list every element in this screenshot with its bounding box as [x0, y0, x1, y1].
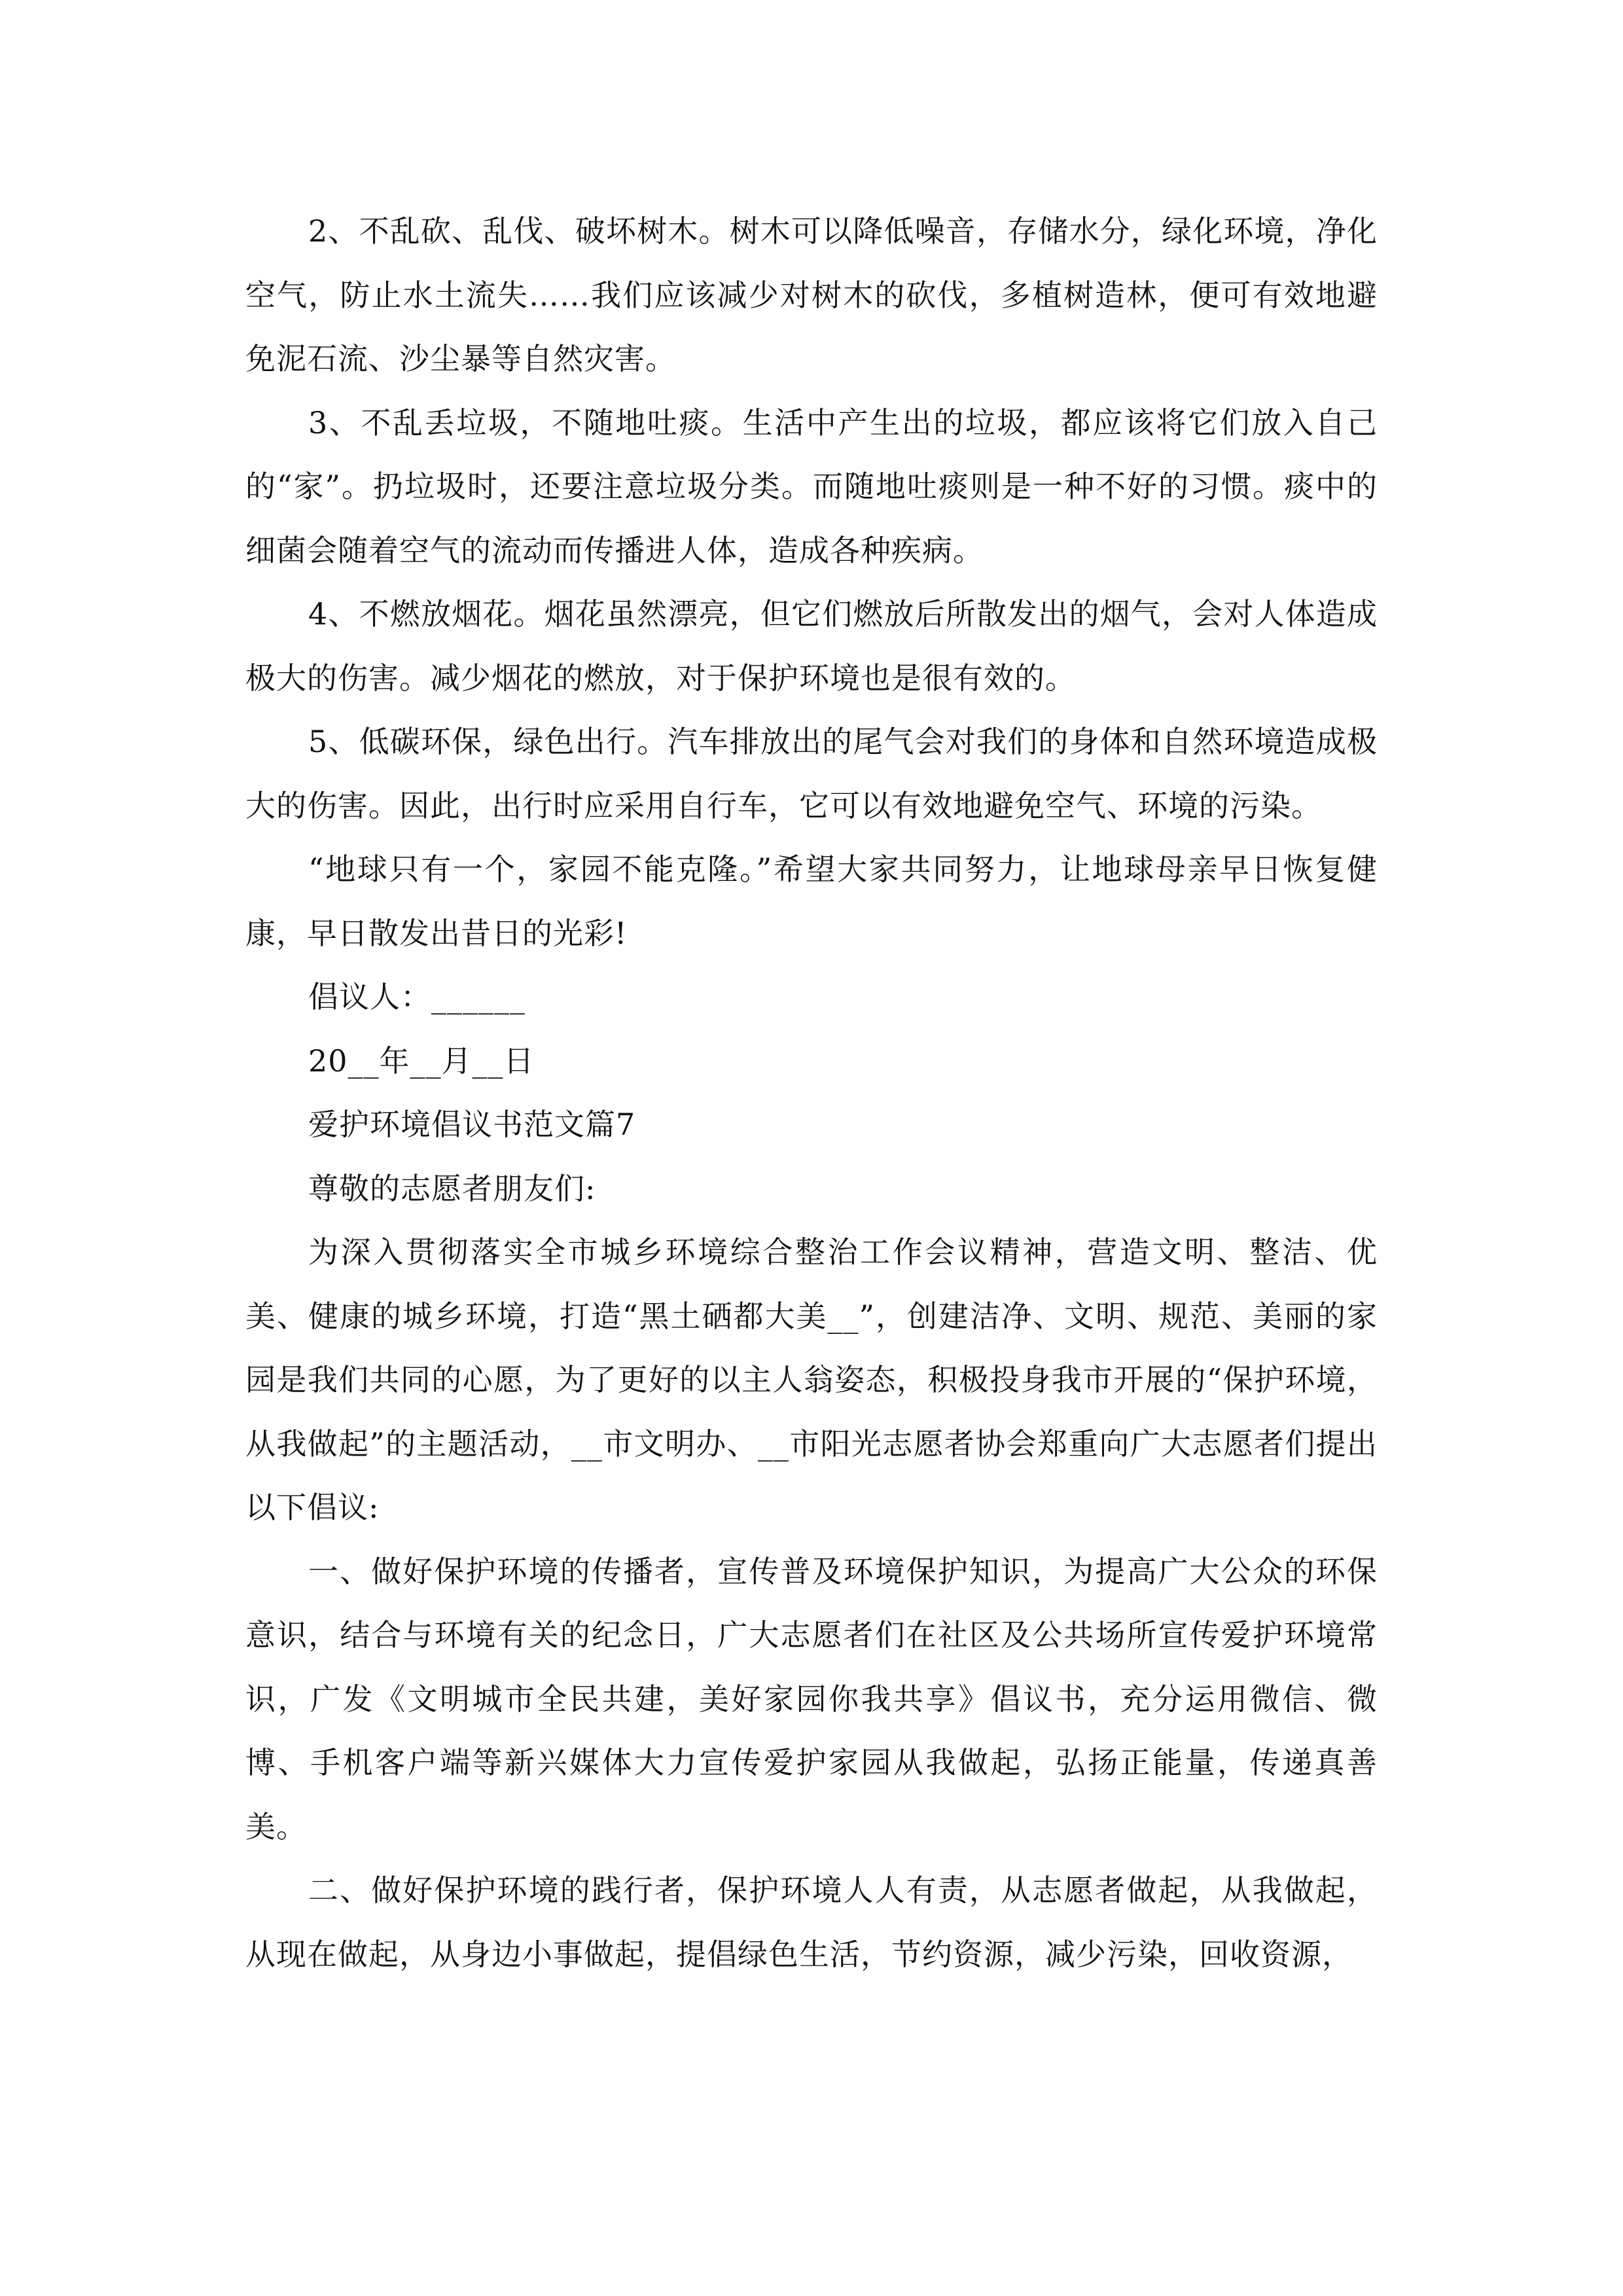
- date-line: 20__年__月__日: [308, 1043, 535, 1079]
- section-title: 爱护环境倡议书范文篇7: [308, 1107, 636, 1142]
- paragraph-item-4: 4、不燃放烟花。烟花虽然漂亮，但它们燃放后所散发出的烟气，会对人体造成极大的伤害。减少烟花的燃放，对于保护环境也是很有效的。: [245, 596, 1378, 696]
- signatory-line: 倡议人：______: [308, 979, 526, 1014]
- salutation: 尊敬的志愿者朋友们:: [308, 1170, 596, 1206]
- paragraph-proposal-1: 一、做好保护环境的传播者，宣传普及环境保护知识，为提高广大公众的环保意识，结合与环境有关的纪念日，广大志愿者们在社区及公共场所宣传爱护环境常识，广发《文明城市全民共建，美好家园你我共享》倡议书，充分运用微信、微博、手机客户端等新兴媒体大力宣传爱护家园从我做起，弘扬正能量，传递真善美。: [245, 1553, 1378, 1844]
- paragraph-item-5: 5、低碳环保，绿色出行。汽车排放出的尾气会对我们的身体和自然环境造成极大的伤害。因此，出行时应采用自行车，它可以有效地避免空气、环境的污染。: [245, 724, 1378, 823]
- paragraph-item-2: 2、不乱砍、乱伐、破坏树木。树木可以降低噪音，存储水分，绿化环境，净化空气，防止水土流失……我们应该减少对树木的砍伐，多植树造林，便可有效地避免泥石流、沙尘暴等自然灾害。: [245, 213, 1378, 376]
- document-body: [245, 200, 1378, 1986]
- paragraph-proposal-2: 二、做好保护环境的践行者，保护环境人人有责，从志愿者做起，从我做起，从现在做起，从身边小事做起，提倡绿色生活，节约资源，减少污染，回收资源，: [245, 1873, 1378, 1972]
- paragraph-item-3: 3、不乱丢垃圾，不随地吐痰。生活中产生出的垃圾，都应该将它们放入自己的“家”。扔垃圾时，还要注意垃圾分类。而随地吐痰则是一种不好的习惯。痰中的细菌会随着空气的流动而传播进人体，造成各种疾病。: [245, 404, 1378, 568]
- paragraph-slogan: “地球只有一个，家园不能克隆。”希望大家共同努力，让地球母亲早日恢复健康，早日散发出昔日的光彩!: [245, 852, 1378, 951]
- paragraph-intro: 为深入贯彻落实全市城乡环境综合整治工作会议精神，营造文明、整洁、优美、健康的城乡环境，打造“黑土硒都大美__”，创建洁净、文明、规范、美丽的家园是我们共同的心愿，为了更好的以主人翁姿态，积极投身我市开展的“保护环境，从我做起”的主题活动，__市文明办、__市阳光志愿者协会郑重向广大志愿者们提出以下倡议:: [245, 1234, 1378, 1525]
